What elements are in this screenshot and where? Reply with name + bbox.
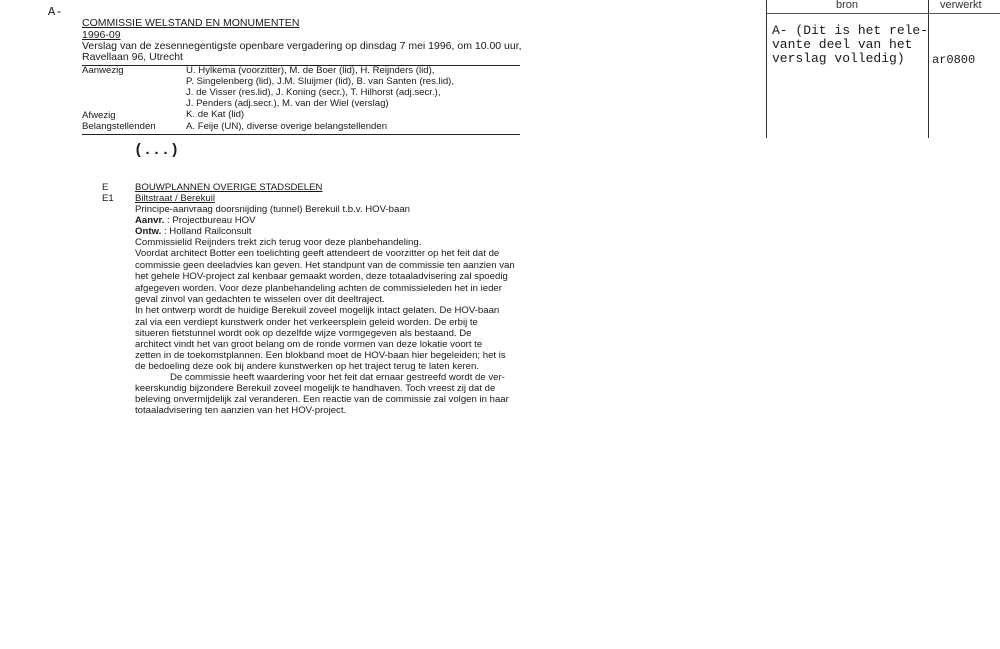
body-line: architect vindt het van groot belang om de ronde vormen van deze lokatie voort te xyxy=(135,339,483,350)
omission-marker: (...) xyxy=(134,142,180,159)
archive-code: ar0800 xyxy=(932,53,976,67)
body-line: afgegeven worden. Voor deze planbehandeling achten de commissieleden het in ieder xyxy=(135,283,502,294)
source-note-line: verslag volledig) xyxy=(772,51,905,66)
body-line: keerskundig bijzondere Berekuil zoveel mogelijk te handhaven. Toch vreest zij dat de xyxy=(135,383,496,394)
attendance-label-absent: Afwezig xyxy=(82,110,116,121)
body-line: het gehele HOV-project zal kenbaar gemaakt worden, deze totaaladvisering zal spoedig xyxy=(135,271,508,282)
attendance-line: J. Penders (adj.secr.), M. van der Wiel (verslag) xyxy=(186,98,389,109)
applicant-value: : Projectbureau HOV xyxy=(167,215,256,226)
body-line: De commissie heeft waardering voor het feit dat ernaar gestreefd wordt de ver- xyxy=(170,372,505,383)
source-note-line: vante deel van het xyxy=(772,37,913,52)
source-note-line: A- (Dit is het rele- xyxy=(772,23,929,38)
body-line: beleving onvermijdelijk zal veranderen. Een reactie van de commissie zal volgen in haar xyxy=(135,394,509,405)
attendance-line: K. de Kat (lid) xyxy=(186,109,245,120)
body-line: zetten in de toekomstplannen. Een blokband moet de HOV-baan hier begeleiden; het is xyxy=(135,350,506,361)
designer-value: : Holland Railconsult xyxy=(163,226,252,237)
body-line: totaaladvisering ten aanzien van het HOV-project. xyxy=(135,405,347,416)
body-line: situeren fietstunnel wordt ook op dezelfde wijze vormgegeven als bestaand. De xyxy=(135,328,472,339)
body-line: commissie geen deeladvies kan geven. Het standpunt van de commissie ten aanzien van xyxy=(135,260,515,271)
address-line: Ravellaan 96, Utrecht xyxy=(82,51,183,63)
table-divider-middle xyxy=(928,0,929,138)
applicant-line xyxy=(135,215,256,226)
body-line: Commissielid Reijnders trekt zich terug voor deze planbehandeling. xyxy=(135,237,422,248)
table-divider-left xyxy=(766,0,767,138)
attendance-line: P. Singelenberg (lid), J.M. Sluijmer (lid), B. van Santen (res.lid), xyxy=(186,76,455,87)
column-header-processed: verwerkt xyxy=(940,0,982,11)
section-letter: E xyxy=(102,182,109,193)
attendance-line: U. Hylkema (voorzitter), M. de Boer (lid), H. Reijnders (lid), xyxy=(186,65,435,76)
corner-mark: A- xyxy=(48,5,63,19)
report-number: 1996-09 xyxy=(82,29,121,41)
attendance-line: J. de Visser (res.lid), J. Koning (secr.), T. Hilhorst (adj.secr.), xyxy=(186,87,441,98)
body-line: In het ontwerp wordt de huidige Berekuil zoveel mogelijk intact gelaten. De HOV-baan xyxy=(135,305,500,316)
attendance-rule xyxy=(82,134,520,135)
body-line: zal via een verdiept kunstwerk onder het verkeersplein geleid worden. De erbij te xyxy=(135,317,478,328)
body-line: Voordat architect Botter een toelichting geeft attendeert de voorzitter op het feit dat de xyxy=(135,248,500,259)
column-header-source: bron xyxy=(836,0,859,11)
designer-label: Ontw. xyxy=(135,226,162,237)
designer-line xyxy=(135,226,251,237)
attendance-label-present: Aanwezig xyxy=(82,65,124,76)
meeting-line: Verslag van de zesennegentigste openbare vergadering op dinsdag 7 mei 1996, om 10.00 uur, xyxy=(82,40,522,52)
attendance-line: A. Feije (UN), diverse overige belangstellenden xyxy=(186,121,388,132)
item-subject: Principe-aanvraag doorsnijding (tunnel) Berekuil t.b.v. HOV-baan xyxy=(135,204,410,215)
item-location: Biltstraat / Berekuil xyxy=(135,193,215,204)
attendance-label-visitors: Belangstellenden xyxy=(82,121,156,132)
item-number: E1 xyxy=(102,193,114,204)
body-line: geval zinvol van gedachten te wisselen over dit deeltraject. xyxy=(135,294,385,305)
table-header-rule xyxy=(766,13,1000,14)
section-title: BOUWPLANNEN OVERIGE STADSDELEN xyxy=(135,182,323,193)
body-line: de bedoeling deze ook bij andere kunstwerken op het traject terug te laten keren. xyxy=(135,361,480,372)
applicant-label: Aanvr. xyxy=(135,215,165,226)
commission-title: COMMISSIE WELSTAND EN MONUMENTEN xyxy=(82,17,300,29)
